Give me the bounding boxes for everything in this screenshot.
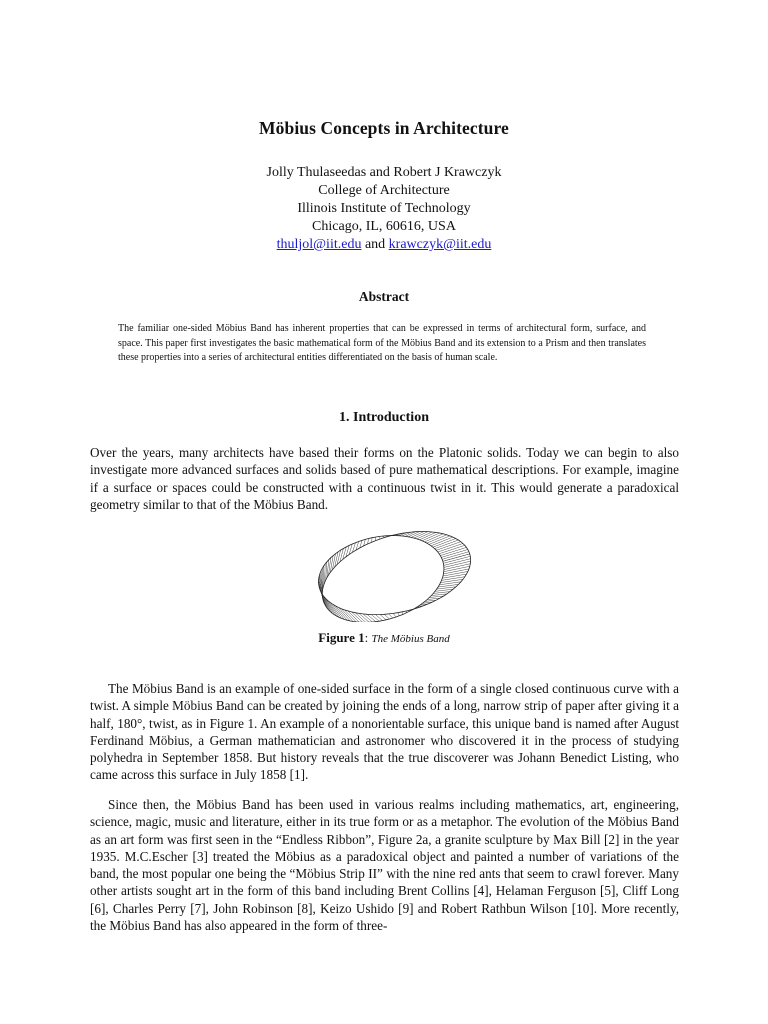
band-ruling-line [322, 568, 323, 588]
band-ruling-line [422, 533, 440, 541]
author-block [0, 164, 768, 254]
band-ruling-line [325, 564, 326, 583]
band-ruling-line [439, 545, 465, 554]
band-ruling-line [384, 614, 389, 619]
band-ruling-line [389, 614, 393, 618]
author-institute: Illinois Institute of Technology [297, 201, 471, 216]
band-ruling-line [368, 539, 369, 545]
band-ruling-line [375, 537, 376, 540]
band-ruling-line [433, 539, 456, 548]
band-ruling-line [438, 544, 463, 553]
author-emails [0, 236, 768, 254]
intro-paragraph-3: Since then, the Möbius Band has been used in various realms including mathematics, art, engineering, science, magic, music and literature, either in its true form or as a metaphor. The evolution of the Möbius Band as an art form was first seen in the “Endless Ribbon”, Figure 2a, a granite sculpture by Max Bill [2] in the year 1935. M.C.Escher [3] treated the Möbius as a paradoxical object and painted a number of variations of the band, the most popular one being the “Möbius Strip II” with the nine red ants that seem to crawl forever. Many other artists sought art in the form of this band including Brent Collins [4], Helaman Ferguson [5], Cliff Long [6], Charles Perry [7], John Robinson [8], Keizo Ushido [9] and Robert Rathbun Wilson [10]. More recently, the Möbius Band has also appeared in the form of three- [90, 797, 679, 934]
band-ruling-line [441, 550, 468, 558]
band-ruling-line [429, 536, 450, 545]
band-ruling-line [431, 537, 453, 546]
figure-label: Figure 1 [318, 630, 365, 645]
intro-paragraph-2: The Möbius Band is an example of one-sided surface in the form of a single closed continuous curve with a twist. A simple Möbius Band can be created by joining the ends of a long, narrow strip of paper after giving it a half, 180°, twist, as in Figure 1. An example of a nonorientable surface, this unique band is named after August Ferdinand Möbius, a German mathematician and astronomer who discovered it in the process of studying polyhedra in September 1858. But history reveals that the true discoverer was Johann Benedict Listing, who came across this surface in July 1858 [1]. [90, 681, 679, 783]
intro-paragraph-1: Over the years, many architects have based their forms on the Platonic solids. Today we can begin to also investigate more advanced surfaces and solids based of pure mathematical descriptions. For example, imagine if a surface or spaces could be constructed with a continuous twist in it. This would generate a paradoxical geometry similar to that of the Möbius Band. [90, 445, 679, 512]
band-ruling-line [376, 615, 383, 621]
abstract-text: The familiar one-sided Möbius Band has inherent properties that can be expressed in terms of architectural form, surface, and space. This paper first investigates the basic mathematical form of the Möbius Band and its extension to a Prism and then translates these properties into a series of architectural entities differentiated on the basis of human scale. [118, 323, 646, 364]
band-ruling-line [442, 577, 465, 581]
band-ruling-line [393, 613, 396, 617]
figure-separator: : [364, 630, 369, 645]
band-ruling-line [328, 601, 339, 618]
band-ruling-line [436, 542, 460, 551]
band-ruling-line [398, 613, 400, 616]
band-ruling-line [420, 532, 436, 539]
email-link-1[interactable]: thuljol@iit.edu [276, 237, 362, 252]
band-ruling-line [427, 535, 447, 543]
mobius-band-illustration [299, 530, 479, 622]
mobius-band-figure [299, 530, 479, 622]
band-ruling-line [440, 547, 466, 555]
band-ruling-line [371, 615, 379, 622]
email-link-2[interactable]: krawczyk@iit.edu [388, 237, 492, 252]
band-ruling-line [442, 574, 466, 578]
figure-caption [0, 630, 768, 646]
figure-title: The Möbius Band [371, 633, 450, 645]
abstract-heading: Abstract [358, 289, 410, 304]
band-ruling-line [443, 572, 468, 577]
author-college: College of Architecture [318, 183, 450, 198]
author-address: Chicago, IL, 60616, USA [312, 219, 456, 234]
band-ruling-line [367, 614, 376, 621]
section-heading: 1. Introduction [339, 410, 429, 425]
paper-title: Möbius Concepts in Architecture [259, 118, 509, 138]
band-ruling-line [442, 552, 469, 560]
band-ruling-line [443, 569, 469, 574]
author-names: Jolly Thulaseedas and Robert J Krawczyk [266, 165, 502, 180]
band-ruling-line [425, 534, 444, 542]
band-edge-2 [322, 532, 469, 623]
band-ruling-line [435, 540, 459, 549]
email-and: and [364, 237, 386, 252]
